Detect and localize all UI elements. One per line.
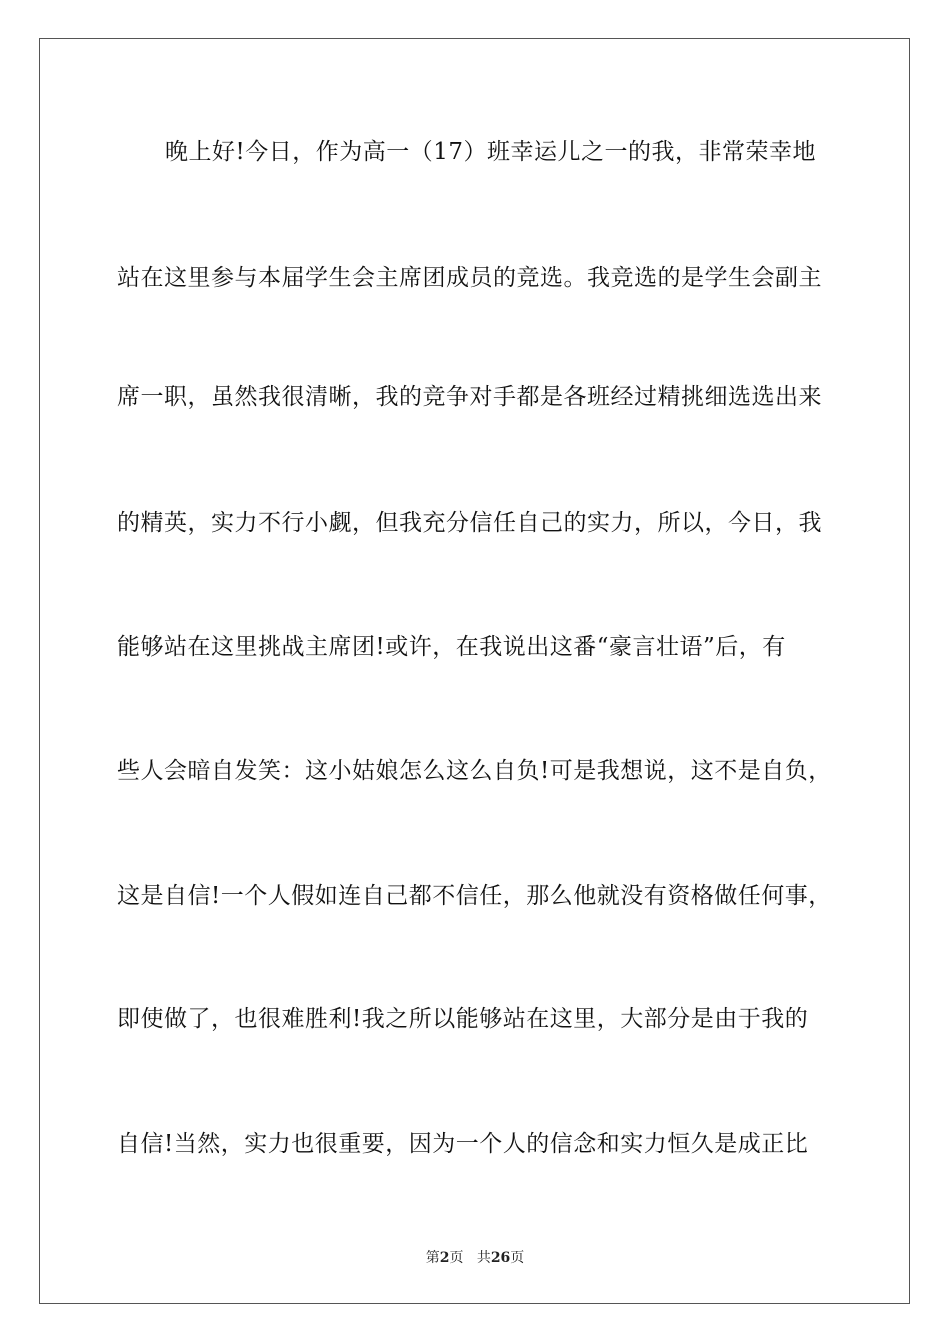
- page-current: 2: [439, 1250, 450, 1266]
- body-line-3: 席一职，虽然我很清晰，我的竞争对手都是各班经过精挑细选选出来: [117, 384, 822, 410]
- total-prefix: 共: [476, 1250, 491, 1266]
- body-line-5: 能够站在这里挑战主席团!或许，在我说出这番“豪言壮语”后，有: [117, 634, 786, 660]
- body-line-8: 即使做了，也很难胜利!我之所以能够站在这里，大部分是由于我的: [117, 1006, 809, 1032]
- body-line-1: 晚上好!今日，作为高一（17）班幸运儿之一的我，非常荣幸地: [165, 139, 817, 165]
- body-line-2: 站在这里参与本届学生会主席团成员的竞选。我竞选的是学生会副主: [117, 265, 822, 291]
- page-total: 26: [490, 1250, 511, 1266]
- page-frame: [39, 38, 910, 1304]
- total-unit: 页: [510, 1250, 525, 1266]
- body-line-9: 自信!当然，实力也很重要，因为一个人的信念和实力恒久是成正比: [117, 1131, 809, 1157]
- body-line-7: 这是自信!一个人假如连自己都不信任，那么他就没有资格做任何事，: [117, 883, 832, 909]
- page-prefix: 第: [425, 1250, 440, 1266]
- body-line-6: 些人会暗自发笑：这小姑娘怎么这么自负!可是我想说，这不是自负，: [117, 758, 832, 784]
- page-footer: [0, 1247, 950, 1267]
- page-unit: 页: [449, 1250, 464, 1266]
- body-line-4: 的精英，实力不行小觑，但我充分信任自己的实力，所以，今日，我: [117, 510, 822, 536]
